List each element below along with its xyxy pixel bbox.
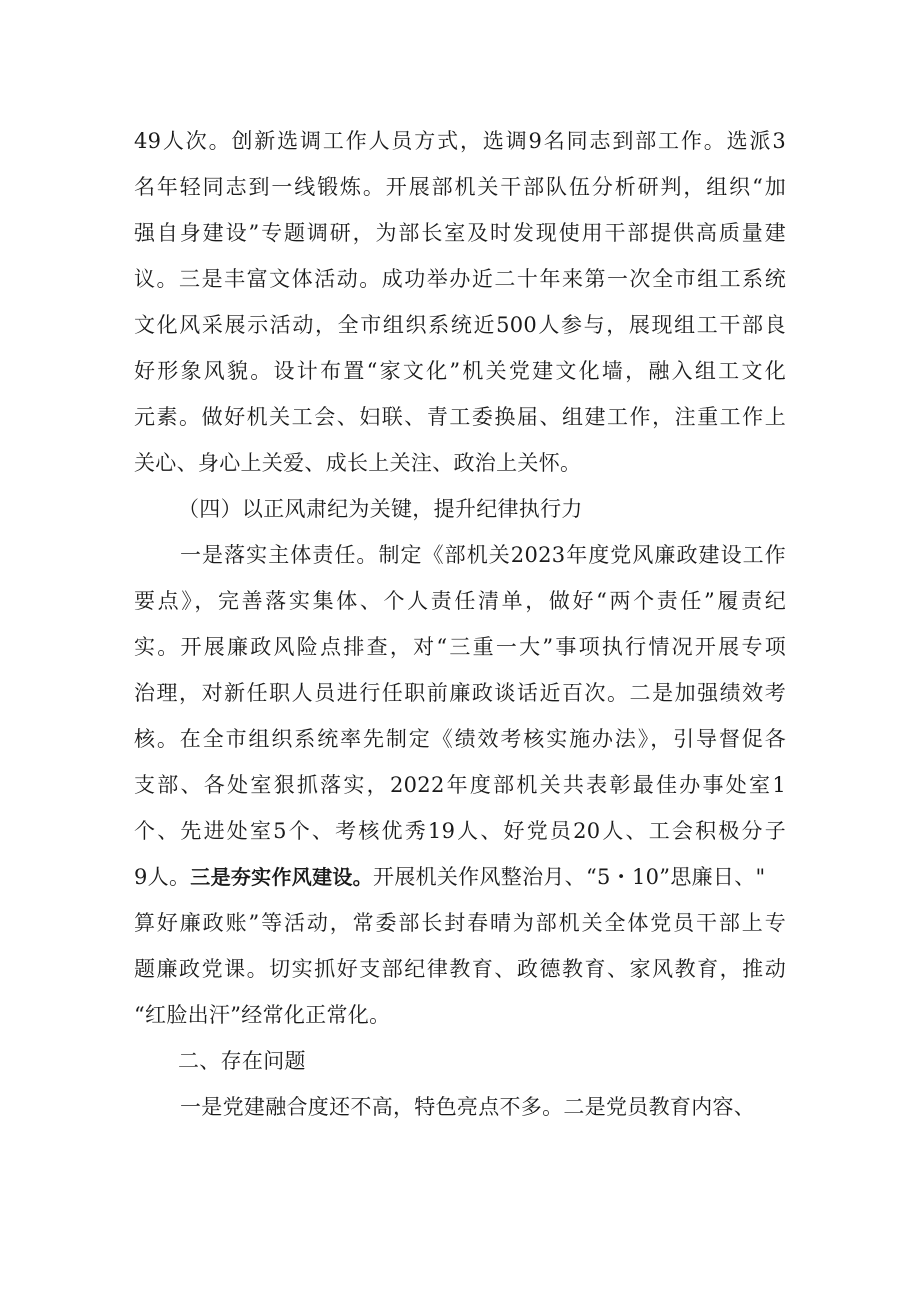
paragraph-line: 实。开展廉政风险点排查，对“三重一大”事项执行情况开展专项 — [134, 635, 786, 659]
paragraph-line: “红脸出汗”经常化正常化。 — [134, 1003, 391, 1027]
paragraph-line: 个、先进处室5个、考核优秀19人、好党员20人、工会积极分子 — [134, 819, 786, 843]
paragraph-line: 文化风采展示活动，全市组织系统近500人参与，展现组工干部良 — [134, 313, 786, 337]
paragraph-line: 支部、各处室狠抓落实，2022年度部机关共表彰最佳办事处室1 — [134, 773, 786, 797]
bold-phrase: 三是夯实作风建设。 — [190, 865, 373, 889]
paragraph-line: 元素。做好机关工会、妇联、青工委换届、组建工作，注重工作上 — [134, 405, 786, 429]
paragraph-line: 强自身建设”专题调研，为部长室及时发现使用干部提供高质量建 — [134, 221, 786, 245]
paragraph-line: 关心、身心上关爱、成长上关注、政治上关怀。 — [134, 451, 582, 475]
section-heading: （四）以正风肃纪为关键，提升纪律执行力 — [178, 497, 583, 521]
paragraph-line: 题廉政党课。切实抓好支部纪律教育、政德教育、家风教育，推动 — [134, 957, 786, 981]
paragraph-line: 议。三是丰富文体活动。成功举办近二十年来第一次全市组工系统 — [134, 267, 786, 291]
paragraph-line: 治理，对新任职人员进行任职前廉政谈话近百次。二是加强绩效考 — [134, 681, 786, 705]
line-suffix: 开展机关作风整治月、“5・10”思廉日、" — [372, 865, 766, 889]
line-prefix: 9人。 — [134, 865, 191, 889]
paragraph-line: 好形象风貌。设计布置“家文化”机关党建文化墙，融入组工文化 — [134, 359, 786, 383]
paragraph-line: 一是落实主体责任。制定《部机关2023年度党风廉政建设工作 — [180, 543, 786, 567]
paragraph-line: 一是党建融合度还不高，特色亮点不多。二是党员教育内容、 — [180, 1095, 756, 1119]
paragraph-line: 名年轻同志到一线锻炼。开展部机关干部队伍分析研判，组织“加 — [134, 175, 786, 199]
paragraph-line: 要点》，完善落实集体、个人责任清单，做好“两个责任”履责纪 — [134, 589, 786, 613]
paragraph-line: 49人次。创新选调工作人员方式，选调9名同志到部工作。选派3 — [134, 129, 786, 153]
paragraph-line: 核。在全市组织系统率先制定《绩效考核实施办法》，引导督促各 — [134, 727, 786, 751]
section-heading: 二、存在问题 — [178, 1049, 306, 1073]
paragraph-line: 算好廉政账”等活动，常委部长封春晴为部机关全体党员干部上专 — [134, 911, 786, 935]
paragraph-line-mixed — [134, 863, 786, 891]
